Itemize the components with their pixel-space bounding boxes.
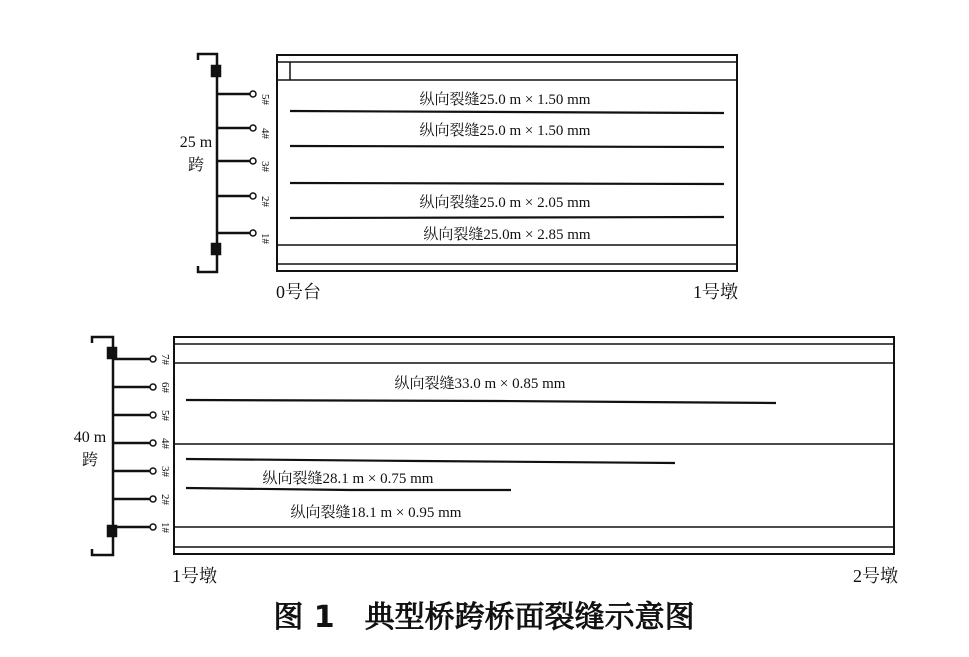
girder-markers-25m xyxy=(250,91,256,236)
girder-label: 2# xyxy=(259,196,271,207)
crack-line xyxy=(186,459,675,463)
crack-label: 纵向裂缝25.0m × 2.85 mm xyxy=(423,227,591,243)
crack-label: 纵向裂缝25.0 m × 2.05 mm xyxy=(419,195,591,211)
crack-line xyxy=(290,146,724,147)
crack-line xyxy=(290,183,724,184)
girder-label: 1# xyxy=(159,522,171,533)
girder-label: 3# xyxy=(159,466,171,477)
cross-section-25m xyxy=(198,54,250,272)
right-support-label: 1号墩 xyxy=(693,282,738,302)
girder-label: 4# xyxy=(259,128,271,139)
crack-label: 纵向裂缝25.0 m × 1.50 mm xyxy=(419,123,591,139)
crack-label: 纵向裂缝18.1 m × 0.95 mm xyxy=(290,505,462,521)
span-length-suffix: 跨 xyxy=(187,157,205,174)
crack-line xyxy=(186,488,511,490)
girder-label: 5# xyxy=(159,410,171,421)
girder-label: 4# xyxy=(159,438,171,449)
crack-label: 纵向裂缝33.0 m × 0.85 mm xyxy=(394,376,566,392)
girder-label: 3# xyxy=(259,161,271,172)
girder-label: 7# xyxy=(159,354,171,365)
left-support-label: 0号台 xyxy=(276,282,321,302)
girder-label: 5# xyxy=(259,94,271,105)
crack-line xyxy=(186,400,776,403)
span-25m xyxy=(180,54,738,302)
deck-plan-40m xyxy=(174,337,894,554)
left-support-label: 1号墩 xyxy=(172,566,217,586)
crack-line xyxy=(290,217,724,218)
crack-label: 纵向裂缝28.1 m × 0.75 mm xyxy=(262,471,434,487)
span-length-suffix: 跨 xyxy=(81,452,99,469)
figure-caption: 图 1 典型桥跨桥面裂缝示意图 xyxy=(273,600,695,635)
crack-label: 纵向裂缝25.0 m × 1.50 mm xyxy=(419,92,591,108)
span-length-label: 40 m xyxy=(73,429,107,446)
span-length-label: 25 m xyxy=(179,134,213,151)
span-40m xyxy=(74,337,898,586)
girder-label: 2# xyxy=(159,494,171,505)
girder-label: 6# xyxy=(159,382,171,393)
right-support-label: 2号墩 xyxy=(853,566,898,586)
girder-label: 1# xyxy=(259,233,271,244)
crack-line xyxy=(290,111,724,113)
girder-markers-40m xyxy=(150,356,156,530)
cross-section-40m xyxy=(92,337,150,555)
